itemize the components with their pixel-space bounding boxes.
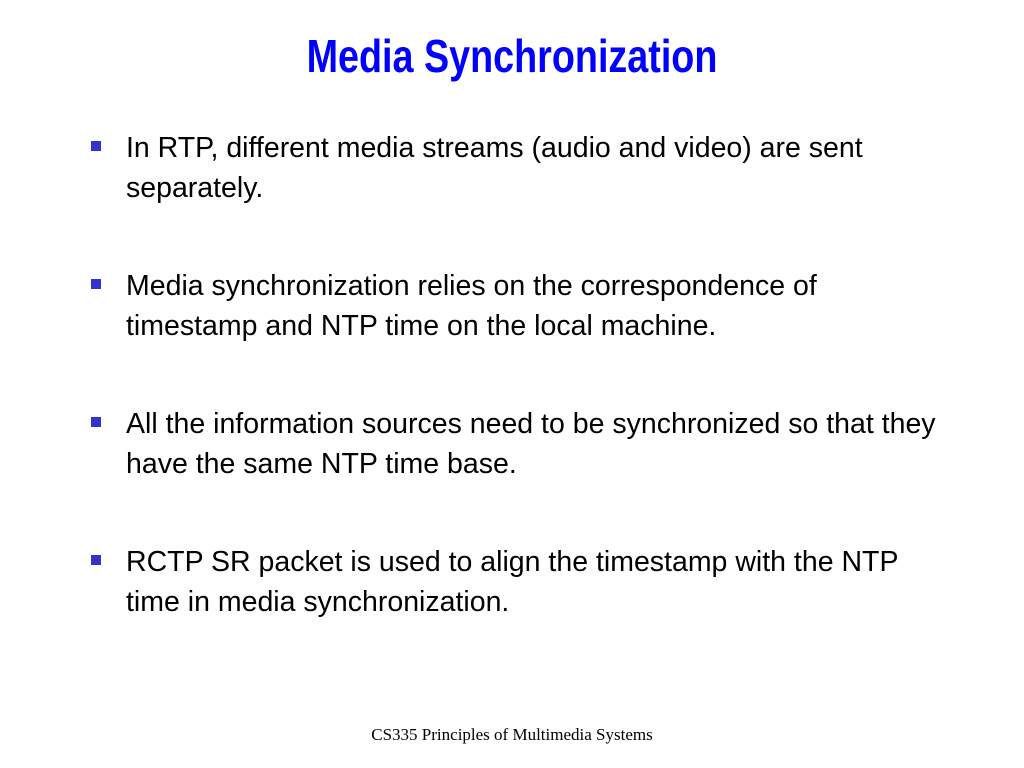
bullet-item [88, 266, 948, 346]
slide-footer: CS335 Principles of Multimedia Systems [371, 725, 653, 744]
slide-title: Media Synchronization [306, 30, 718, 82]
bullet-text: Media synchronization relies on the correspondence of timestamp and NTP time on the local machine. [126, 270, 833, 342]
square-bullet-icon [91, 141, 101, 151]
bullet-item [88, 128, 948, 208]
bullet-text: All the information sources need to be synchronized so that they have the same NTP time base. [126, 408, 944, 480]
bullet-text: RCTP SR packet is used to align the timestamp with the NTP time in media synchronization. [126, 546, 906, 618]
bullet-item [88, 542, 948, 622]
bullet-text: In RTP, different media streams (audio and video) are sent separately. [126, 132, 871, 204]
bullet-list [88, 128, 948, 680]
square-bullet-icon [91, 555, 101, 565]
square-bullet-icon [91, 279, 101, 289]
bullet-item [88, 404, 948, 484]
square-bullet-icon [91, 417, 101, 427]
